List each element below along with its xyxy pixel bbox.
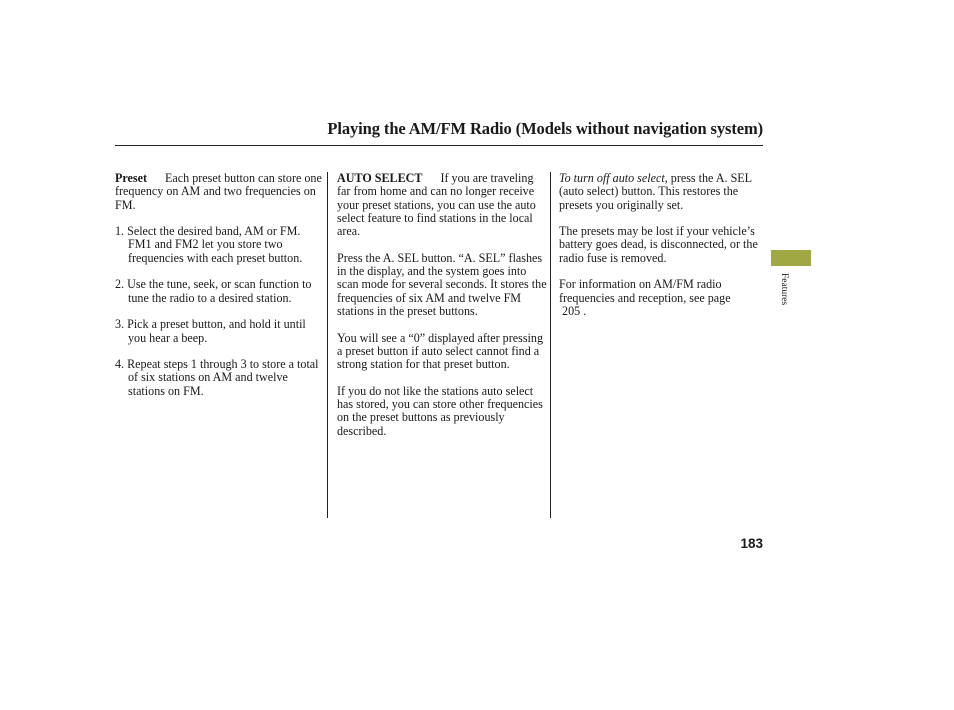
auto-select-intro-text: If you are traveling far from home and can no longer receive your preset stations, you can use the auto select feature to find stations in the local area. — [337, 171, 536, 239]
column-turn-off — [559, 172, 759, 332]
page-number: 183 — [740, 536, 763, 551]
preset-step-2: 2. Use the tune, seek, or scan function to tune the radio to a desired station. — [115, 277, 312, 305]
reception-info-paragraph — [559, 278, 759, 318]
page-title: Playing the AM/FM Radio (Models without navigation system) — [327, 119, 763, 138]
preset-step-3: 3. Pick a preset button, and hold it until you hear a beep. — [115, 317, 306, 345]
preset-step-4: 4. Repeat steps 1 through 3 to store a total of six stations on AM and twelve stations on FM. — [115, 357, 319, 398]
section-label: Features — [779, 273, 789, 306]
turn-off-intro-text: press the A. SEL (auto select) button. This restores the presets you originally set. — [559, 171, 752, 212]
page-reference-suffix: . — [580, 303, 587, 318]
column-divider-1 — [327, 172, 328, 518]
preset-heading: Preset — [115, 171, 148, 185]
turn-off-intro — [559, 172, 759, 212]
preset-intro — [115, 172, 323, 212]
section-tab — [771, 250, 811, 266]
preset-step-1: 1. Select the desired band, AM or FM. FM1 and FM2 let you store two frequencies with each preset button. — [115, 224, 303, 265]
preset-intro-text: Each preset button can store one frequency on AM and two frequencies on FM. — [115, 171, 322, 212]
page-reference-link[interactable]: 205 — [562, 303, 581, 318]
auto-select-paragraph-1: Press the A. SEL button. “A. SEL” flashes in the display, and the system goes into scan mode for several seconds. It stores the frequencies of six AM and twelve FM stations in the preset buttons. — [337, 250, 547, 318]
column-auto-select — [337, 172, 547, 451]
title-divider — [115, 145, 763, 146]
auto-select-heading: AUTO SELECT — [337, 171, 423, 185]
column-preset — [115, 172, 323, 411]
auto-select-intro — [337, 172, 547, 238]
auto-select-paragraph-3: If you do not like the stations auto select has stored, you can store other frequencies on the preset buttons as previously described. — [337, 383, 543, 438]
reception-info-text: For information on AM/FM radio frequencies and reception, see page — [559, 277, 731, 305]
presets-lost-paragraph: The presets may be lost if your vehicle’s battery goes dead, is disconnected, or the radio fuse is removed. — [559, 224, 758, 265]
column-divider-2 — [550, 172, 551, 518]
auto-select-paragraph-2: You will see a “0” displayed after pressing a preset button if auto select cannot find a strong station for that preset button. — [337, 330, 543, 372]
turn-off-heading: To turn off auto select, — [559, 171, 668, 185]
